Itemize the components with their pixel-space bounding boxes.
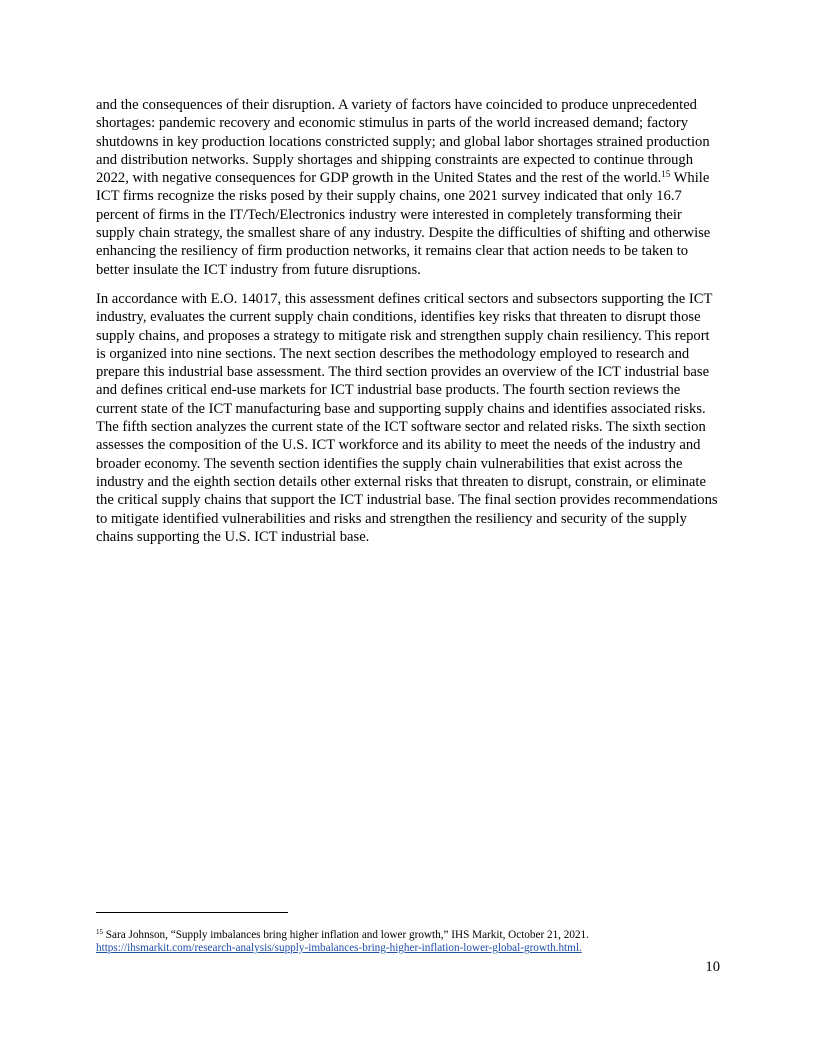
- footnote-text: Sara Johnson, “Supply imbalances bring higher inflation and lower growth,” IHS Markit, October 21, 2021.: [103, 929, 589, 941]
- footnote-link[interactable]: https://ihsmarkit.com/research-analysis/supply-imbalances-bring-higher-inflation-lower-global-growth.html.: [96, 942, 582, 955]
- page-number: 10: [705, 959, 720, 975]
- paragraph-1-text-after-note: While ICT firms recognize the risks posed by their supply chains, one 2021 survey indicated that only 16.7 percent of firms in the IT/Tech/Electronics industry were interested in completely transforming their supply chain strategy, the smallest share of any industry. Despite the difficulties of shifting and otherwise enhancing the resiliency of firm production networks, it remains clear that action needs to be taken to better insulate the ICT industry from future disruptions.: [96, 170, 711, 278]
- footnote: [96, 929, 720, 955]
- footnote-separator: [96, 912, 288, 913]
- paragraph-1-text-before-note: and the consequences of their disruption. A variety of factors have coincided to produce unprecedented shortages: pandemic recovery and economic stimulus in parts of the world increased demand; factory shutdowns in key production locations constricted supply; and global labor shortages strained production and distribution networks. Supply shortages and shipping constraints are expected to continue through 2022, with negative consequences for GDP growth in the United States and the rest of the world.: [96, 97, 710, 187]
- paragraph-supply-shortages: [96, 96, 720, 279]
- footnote-citation: [96, 929, 720, 942]
- paragraph-report-organization: In accordance with E.O. 14017, this assessment defines critical sectors and subsectors supporting the ICT industry, evaluates the current supply chain conditions, identifies key risks that threaten to disrupt those supply chains, and proposes a strategy to mitigate risk and strengthen supply chain resiliency. This report is organized into nine sections. The next section describes the methodology employed to research and prepare this industrial base assessment. The third section provides an overview of the ICT industrial base and defines critical end-use markets for ICT industrial base products. The fourth section reviews the current state of the ICT manufacturing base and supporting supply chains and identifies associated risks. The fifth section analyzes the current state of the ICT software sector and related risks. The sixth section assesses the composition of the U.S. ICT workforce and its ability to meet the needs of the industry and broader economy. The seventh section identifies the supply chain vulnerabilities that exist across the industry and the eighth section details other external risks that threaten to disrupt, constrain, or eliminate the critical supply chains that support the ICT industrial base. The final section provides recommendations to mitigate identified vulnerabilities and risks and strengthen the resiliency and security of the supply chains supporting the U.S. ICT industrial base.: [96, 290, 718, 545]
- body-text: [96, 96, 720, 557]
- footnote-number: 15: [96, 928, 103, 936]
- footnote-reference[interactable]: 15: [661, 169, 671, 180]
